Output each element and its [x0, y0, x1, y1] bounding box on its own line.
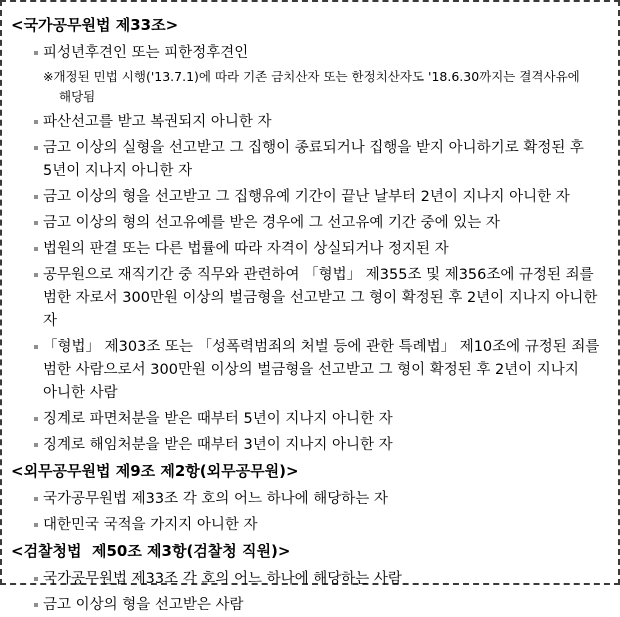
section-national-public-officials-act	[10, 15, 608, 457]
bullet-icon	[34, 603, 38, 607]
bullet-icon	[34, 497, 38, 501]
list-item	[10, 568, 608, 591]
list-item	[10, 336, 608, 405]
item-text: 「형법」 제303조 또는 「성폭력범죄의 처벌 등에 관한 특례법」 제10조에 규정된 죄를 범한 사람으로서 300만원 이상의 벌금형을 선고받고 그 형이 확정된 후 2년이 지나지 아니한 사람	[43, 339, 600, 401]
bullet-icon	[34, 345, 38, 349]
item-text: 금고 이상의 실형을 선고받고 그 집행이 종료되거나 집행을 받지 아니하기로 확정된 후 5년이 지나지 아니한 자	[43, 140, 584, 179]
list-item	[10, 137, 608, 183]
list-item	[10, 594, 608, 617]
item-text: 공무원으로 재직기간 중 직무와 관련하여 「형법」 제355조 및 제356조에 규정된 죄를 범한 자로서 300만원 이상의 벌금형을 선고받고 그 형이 확정된 후 2년이 지나지 아니한 자	[43, 267, 598, 329]
bullet-icon	[34, 247, 38, 251]
bullet-icon	[34, 273, 38, 277]
footnote: ※개정된 민법 시행('13.7.1)에 따라 기존 금치산자 또는 한정치산자도 '18.6.30까지는 결격사유에 해당됨	[43, 69, 580, 104]
bullet-icon	[34, 51, 38, 55]
section-title: <외무공무원법 제9조 제2항(외무공무원)>	[11, 462, 299, 480]
bullet-icon	[34, 443, 38, 447]
item-text: 피성년후견인 또는 피한정후견인	[43, 45, 249, 61]
list-item	[10, 111, 608, 134]
item-text: 금고 이상의 형을 선고받은 사람	[43, 597, 244, 613]
item-text: 금고 이상의 형의 선고유예를 받은 경우에 그 선고유예 기간 중에 있는 자	[43, 215, 500, 231]
item-text: 금고 이상의 형을 선고받고 그 집행유예 기간이 끝난 날부터 2년이 지나지 아니한 자	[43, 189, 570, 205]
list-item	[10, 42, 608, 107]
bullet-icon	[34, 146, 38, 150]
item-text: 대한민국 국적을 가지지 아니한 자	[43, 517, 258, 533]
list-item	[10, 434, 608, 457]
list-item	[10, 238, 608, 261]
bullet-icon	[34, 221, 38, 225]
list-item	[10, 264, 608, 333]
bullet-icon	[34, 417, 38, 421]
item-text: 파산선고를 받고 복권되지 아니한 자	[43, 114, 272, 130]
section-prosecutors-office-act	[10, 541, 608, 617]
bullet-icon	[34, 577, 38, 581]
list-item	[10, 212, 608, 235]
item-text: 징계로 해임처분을 받은 때부터 3년이 지나지 아니한 자	[43, 437, 393, 453]
list-item	[10, 186, 608, 209]
item-text: 징계로 파면처분을 받은 때부터 5년이 지나지 아니한 자	[43, 411, 393, 427]
list-item	[10, 514, 608, 537]
bullet-icon	[34, 523, 38, 527]
item-text: 국가공무원법 제33조 각 호의 어느 하나에 해당하는 사람	[43, 571, 402, 587]
bullet-icon	[34, 195, 38, 199]
list-item	[10, 408, 608, 431]
item-text: 국가공무원법 제33조 각 호의 어느 하나에 해당하는 자	[43, 491, 388, 507]
item-text: 법원의 판결 또는 다른 법률에 따라 자격이 상실되거나 정지된 자	[43, 241, 449, 257]
section-foreign-service-officials-act	[10, 461, 608, 537]
section-title: <국가공무원법 제33조>	[11, 16, 179, 34]
bullet-icon	[34, 120, 38, 124]
section-title: <검찰청법 제50조 제3항(검찰청 직원)>	[11, 542, 291, 560]
list-item	[10, 488, 608, 511]
